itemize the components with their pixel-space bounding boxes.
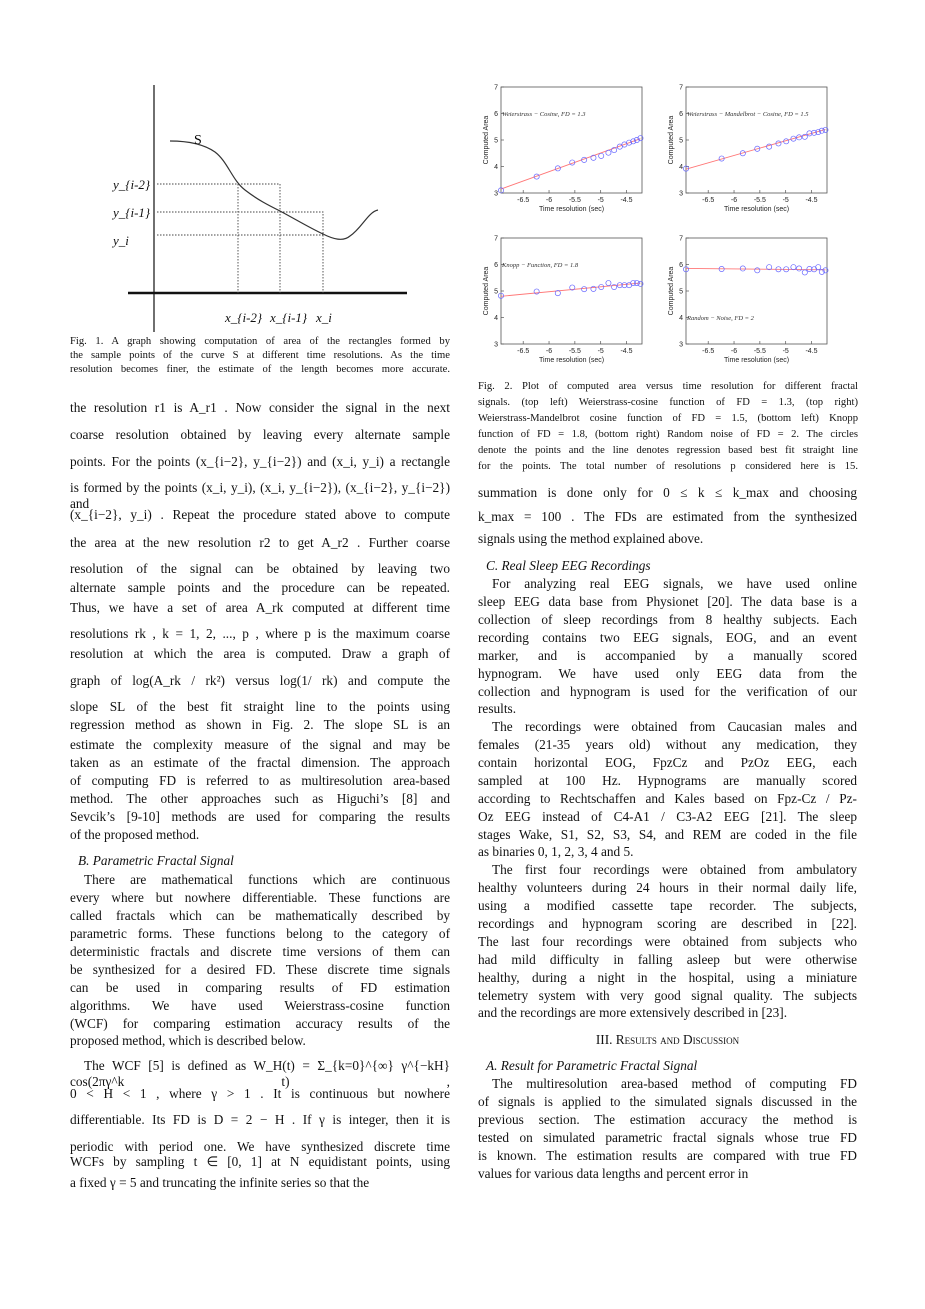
y-tick-label: 7: [494, 235, 498, 243]
y-tick-label: 4: [494, 164, 498, 171]
x-tick-label: -5.5: [753, 197, 766, 204]
section-heading: B. Parametric Fractal Signal: [78, 853, 234, 868]
text-line: females (21-35 years old) without any medication, they: [478, 737, 857, 752]
text-line: There are mathematical functions which are continuous: [84, 872, 450, 887]
x-tick-label: -4.5: [620, 348, 633, 355]
y-axis-label: Computed Area: [668, 266, 675, 316]
text-line: Weierstrass-Mandelbrot cosine function of FD = 1.5, (bottom left) Knopp: [478, 413, 858, 424]
text-line: resolution becomes finer, the estimate of the length becomes more accurate.: [70, 364, 450, 375]
y-tick-label: 6: [494, 262, 498, 269]
x-axis-label: Time resolution (sec): [538, 206, 605, 213]
text-line: had mild difficulty in falling asleep but were otherwise: [478, 952, 857, 967]
x-label: x_{i-1}: [270, 310, 308, 325]
x-tick-label: -5.5: [753, 348, 766, 355]
text-line: Fig. 2. Plot of computed area versus time resolution for different fractal: [478, 381, 858, 392]
y-tick-label: 5: [679, 137, 683, 145]
text-line: every where but nowhere differentiable. These functions are: [70, 890, 450, 905]
y-tick-label: 4: [679, 315, 683, 322]
text-line: for the points. The total number of resolutions p considered here is 15.: [478, 461, 858, 472]
text-line: Sevcik’s [9-10] methods are used for comparing the results: [70, 809, 450, 824]
text-line: summation is done only for 0 ≤ k ≤ k_max and choosing: [478, 485, 857, 500]
x-tick-label: -5: [782, 348, 789, 355]
plot-frame: [501, 87, 642, 193]
text-line: according to Rechtschaffen and Kales based on Fpz-Cz / Pz-: [478, 791, 857, 806]
text-line: healthy volunteers during 24 hours in their normal daily life,: [478, 880, 857, 895]
y-axis-label: Computed Area: [668, 115, 675, 165]
text-line: differentiable. Its FD is D = 2 − H . If γ is integer, then it is: [70, 1112, 450, 1127]
text-line: contain horizontal EOG, FpzCz and PzOz EEG, each: [478, 755, 857, 770]
text-line: resolution of the signal can be obtained by leaving two: [70, 561, 450, 576]
text-line: 0 < H < 1 , where γ > 1 . It is continuous but nowhere: [70, 1086, 450, 1101]
text-line: signals using the method explained above.: [478, 531, 704, 546]
text-line: sampled at 100 Hz. Hypnograms are manually scored: [478, 773, 857, 788]
text-line: of signals is applied to the simulated signals discussed in the: [478, 1094, 857, 1109]
text-line: (x_{i−2}, y_i) . Repeat the procedure stated above to compute: [70, 507, 450, 522]
plot-annotation: Random − Noise, FD = 2: [687, 315, 754, 322]
y-tick-label: 5: [494, 288, 498, 296]
text-line: marker, and is accompanied by a manually scored: [478, 648, 857, 663]
y-tick-label: 3: [679, 341, 683, 349]
plot-annotation: Knopp − Function, FD = 1.8: [502, 262, 579, 269]
plot-frame: [686, 238, 827, 344]
text-line: be synthesized for a desired FD. These discrete time signals: [70, 962, 450, 977]
x-tick-label: -5.5: [568, 197, 581, 204]
text-line: tested on simulated parametric fractal signals whose true FD: [478, 1130, 857, 1145]
text-line: telemetry system with very good signal quality. The subjects: [478, 988, 857, 1003]
text-line: the resolution r1 is A_r1 . Now consider the signal in the next: [70, 400, 450, 415]
text-line: The multiresolution area-based method of computing FD: [492, 1076, 857, 1091]
x-tick-label: -6: [545, 197, 553, 204]
text-line: healthy, during a night in the hospital, using a miniature: [478, 970, 857, 985]
text-line: points. For the points (x_{i−2}, y_{i−2}) and (x_i, y_i) a rectangle: [70, 454, 450, 469]
text-line: periodic with period one. We have synthesized discrete time: [70, 1139, 450, 1154]
x-axis-label: Time resolution (sec): [538, 357, 605, 364]
x-tick-label: -4.5: [805, 197, 818, 204]
text-line: of the proposed method.: [70, 827, 200, 842]
text-line: as binaries 0, 1, 2, 3, 4 and 5.: [478, 844, 634, 859]
y-tick-label: 3: [679, 190, 683, 198]
plot-annotation: Weierstrass − Mandelbrot − Cosine, FD = 1.5: [687, 111, 809, 118]
y-tick-label: 7: [494, 84, 498, 92]
text-line: The last four recordings were obtained from subjects who: [478, 934, 857, 949]
x-tick-label: -5: [782, 197, 789, 204]
x-tick-label: -4.5: [620, 197, 633, 204]
y-axis-label: Computed Area: [483, 115, 490, 165]
y-tick-label: 3: [494, 341, 498, 349]
x-tick-label: -6: [730, 348, 738, 355]
text-line: method. The other approaches such as Higuchi’s [8] and: [70, 791, 450, 806]
text-line: sleep EEG data base from Physionet [20]. The data base is a: [478, 594, 857, 609]
text-line: Fig. 1. A graph showing computation of area of the rectangles formed by: [70, 336, 450, 347]
x-label: x_{i-2}: [225, 310, 263, 325]
x-tick-label: -5: [597, 348, 604, 355]
text-line: called fractals which can be mathematically described by: [70, 908, 450, 923]
y-tick-label: 6: [494, 111, 498, 118]
plot-frame: [686, 87, 827, 193]
section-heading: III. Results and Discussion: [595, 1032, 740, 1047]
x-tick-label: -6.5: [702, 197, 715, 204]
x-tick-label: -6: [545, 348, 553, 355]
text-line: coarse resolution obtained by leaving every alternate sample: [70, 427, 450, 442]
y-tick-label: 4: [494, 315, 498, 322]
y-tick-label: 6: [679, 262, 683, 269]
section-heading: C. Real Sleep EEG Recordings: [486, 558, 651, 573]
text-line: For analyzing real EEG signals, we have used online: [492, 576, 857, 591]
text-line: WCFs by sampling t ∈ [0, 1] at N equidistant points, using: [70, 1154, 450, 1169]
text-line: hypnogram. We have used only EEG data from the: [478, 666, 857, 681]
text-line: values for various data lengths and percent error in: [478, 1166, 749, 1181]
text-line: previous section. The estimation accuracy the method is: [478, 1112, 857, 1127]
x-tick-label: -6.5: [517, 197, 530, 204]
x-tick-label: -6.5: [702, 348, 715, 355]
text-line: Oz EEG instead of C4-A1 / C3-A2 EEG [21]. The sleep: [478, 809, 857, 824]
plot-annotation: Weierstrass − Cosine, FD = 1.3: [502, 111, 586, 118]
text-line: and the recordings are more extensively described in [23].: [478, 1005, 788, 1020]
x-tick-label: -6: [730, 197, 738, 204]
text-line: estimate the complexity measure of the signal and may be: [70, 737, 450, 752]
x-tick-label: -5: [597, 197, 604, 204]
text-line: regression method as shown in Fig. 2. The slope SL is an: [70, 717, 450, 732]
text-line: the area at the new resolution r2 to get A_r2 . Further coarse: [70, 535, 450, 550]
text-line: results.: [478, 701, 517, 716]
text-line: taken as an estimate of the fractal dimension. The approach: [70, 755, 450, 770]
text-line: The WCF [5] is defined as W_H(t) = Σ_{k=0}^{∞} γ^{−kH} cos(2πγ^k t) ,: [70, 1058, 450, 1089]
x-tick-label: -6.5: [517, 348, 530, 355]
text-line: (WCF) for comparing estimation accuracy results of the: [70, 1016, 450, 1031]
text-line: denote the points and the line denotes regression based best fit straight line: [478, 445, 858, 456]
text-line: stages Wake, S1, S2, S3, S4, and REM are coded in the file: [478, 827, 857, 842]
text-line: recordings and hypnogram scoring are described in [22].: [478, 916, 857, 931]
text-line: k_max = 100 . The FDs are estimated from the synthesized: [478, 509, 857, 524]
x-label: x_i: [316, 310, 332, 325]
text-line: resolution at which the area is computed. Draw a graph of: [70, 646, 450, 661]
text-line: the sample points of the curve S at different time resolutions. As the time: [70, 350, 450, 361]
text-line: using a modified cassette tape recorder. The subjects,: [478, 898, 857, 913]
y-label: y_i: [113, 233, 129, 248]
text-line: slope SL of the best fit straight line to the points using: [70, 699, 450, 714]
text-line: collection and hypnogram is used for the verification of our: [478, 684, 857, 699]
curve-label: S: [194, 133, 202, 148]
text-line: resolutions rk , k = 1, 2, ..., p , where p is the maximum coarse: [70, 626, 450, 641]
y-tick-label: 7: [679, 84, 683, 92]
text-line: graph of log(A_rk / rk²) versus log(1/ rk) and compute the: [70, 673, 450, 688]
text-line: The first four recordings were obtained from ambulatory: [492, 862, 857, 877]
text-line: collection of sleep recordings from 8 healthy subjects. Each: [478, 612, 857, 627]
text-line: Thus, we have a set of area A_rk computed at different time: [70, 600, 450, 615]
text-line: algorithms. We have used Weierstrass-cosine function: [70, 998, 450, 1013]
y-label: y_{i-2}: [113, 177, 151, 192]
text-line: deterministic fractals and discrete time versions of them can: [70, 944, 450, 959]
y-tick-label: 5: [494, 137, 498, 145]
text-line: is known. The estimation results are compared with true FD: [478, 1148, 857, 1163]
text-line: The recordings were obtained from Caucasian males and: [492, 719, 857, 734]
figure-2-plots: [0, 0, 925, 370]
text-line: function of FD = 1.8, (bottom right) Random noise of FD = 2. The circles: [478, 429, 858, 440]
y-tick-label: 7: [679, 235, 683, 243]
text-line: of computing FD is referred to as multiresolution area-based: [70, 773, 450, 788]
x-tick-label: -4.5: [805, 348, 818, 355]
text-line: can be used in comparing results of FD estimation: [70, 980, 450, 995]
x-axis-label: Time resolution (sec): [723, 357, 790, 364]
section-heading: A. Result for Parametric Fractal Signal: [486, 1058, 698, 1073]
text-line: a fixed γ = 5 and truncating the infinite series so that the: [70, 1175, 370, 1190]
x-tick-label: -5.5: [568, 348, 581, 355]
y-axis-label: Computed Area: [483, 266, 490, 316]
x-axis-label: Time resolution (sec): [723, 206, 790, 213]
y-tick-label: 3: [494, 190, 498, 198]
y-tick-label: 4: [679, 164, 683, 171]
plot-frame: [501, 238, 642, 344]
text-line: signals. (top left) Weierstrass-cosine function of FD = 1.3, (top right): [478, 397, 858, 408]
text-line: alternate sample points and the procedure can be repeated.: [70, 580, 450, 595]
y-tick-label: 6: [679, 111, 683, 118]
y-tick-label: 5: [679, 288, 683, 296]
text-line: is formed by the points (x_i, y_i), (x_i, y_{i−2}), (x_{i−2}, y_{i−2}) and: [70, 480, 450, 511]
text-line: recording contains two EEG signals, EOG, and an event: [478, 630, 857, 645]
text-line: proposed method, which is described below.: [70, 1033, 306, 1048]
y-label: y_{i-1}: [113, 205, 151, 220]
text-line: parametric forms. These functions belong to the category of: [70, 926, 450, 941]
